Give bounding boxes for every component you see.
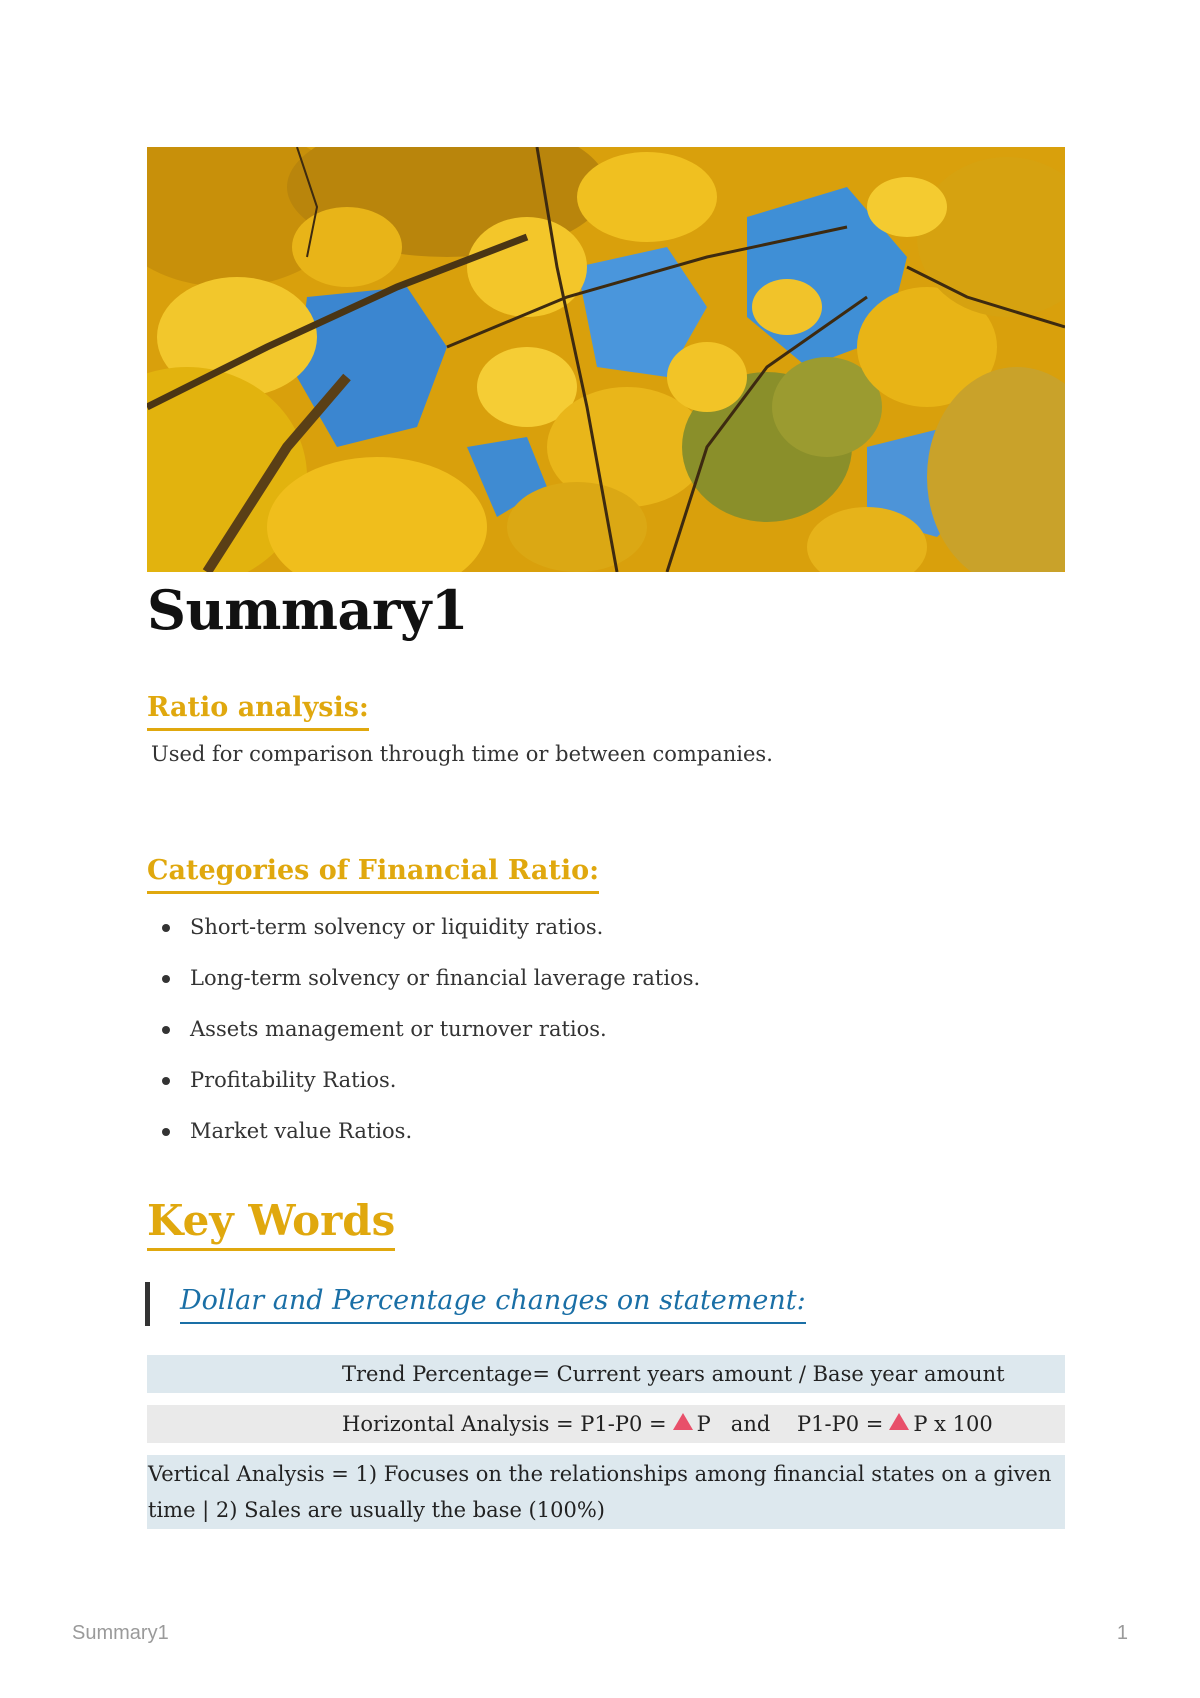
footer-document-name: Summary1	[72, 1622, 169, 1644]
autumn-leaves-photo	[147, 147, 1065, 572]
ratio-analysis-heading: Ratio analysis:	[147, 690, 369, 731]
list-item: Market value Ratios.	[147, 1116, 700, 1167]
ratio-analysis-text: Used for comparison through time or between companies.	[151, 742, 773, 766]
list-item: Short-term solvency or liquidity ratios.	[147, 912, 700, 963]
key-words-heading: Key Words	[147, 1194, 395, 1251]
delta-triangle-icon	[889, 1413, 909, 1430]
categories-heading: Categories of Financial Ratio:	[147, 853, 599, 894]
vertical-analysis-row	[147, 1455, 1065, 1529]
banner-image	[147, 147, 1065, 572]
horizontal-analysis-part3: P x 100	[913, 1412, 993, 1436]
list-item: Assets management or turnover ratios.	[147, 1014, 700, 1065]
list-item: Profitability Ratios.	[147, 1065, 700, 1116]
list-item: Long-term solvency or financial laverage ratios.	[147, 963, 700, 1014]
callout-text: Dollar and Percentage changes on statement:	[180, 1282, 806, 1324]
delta-triangle-icon	[673, 1413, 693, 1430]
callout-bar	[145, 1282, 150, 1326]
trend-percentage-text: Trend Percentage= Current years amount / Base year amount	[342, 1362, 1005, 1386]
vertical-analysis-text: Vertical Analysis = 1) Focuses on the relationships among financial states on a given time | 2) Sales are usually the base (100%)	[148, 1462, 1052, 1522]
horizontal-analysis-part2: P and P1-P0 =	[696, 1412, 884, 1436]
document-title: Summary1	[147, 578, 468, 642]
horizontal-analysis-row	[147, 1405, 1065, 1443]
trend-percentage-row	[147, 1355, 1065, 1393]
horizontal-analysis-part1: Horizontal Analysis = P1-P0 =	[342, 1412, 667, 1436]
footer-page-number: 1	[1116, 1622, 1128, 1644]
categories-list	[147, 912, 700, 1167]
